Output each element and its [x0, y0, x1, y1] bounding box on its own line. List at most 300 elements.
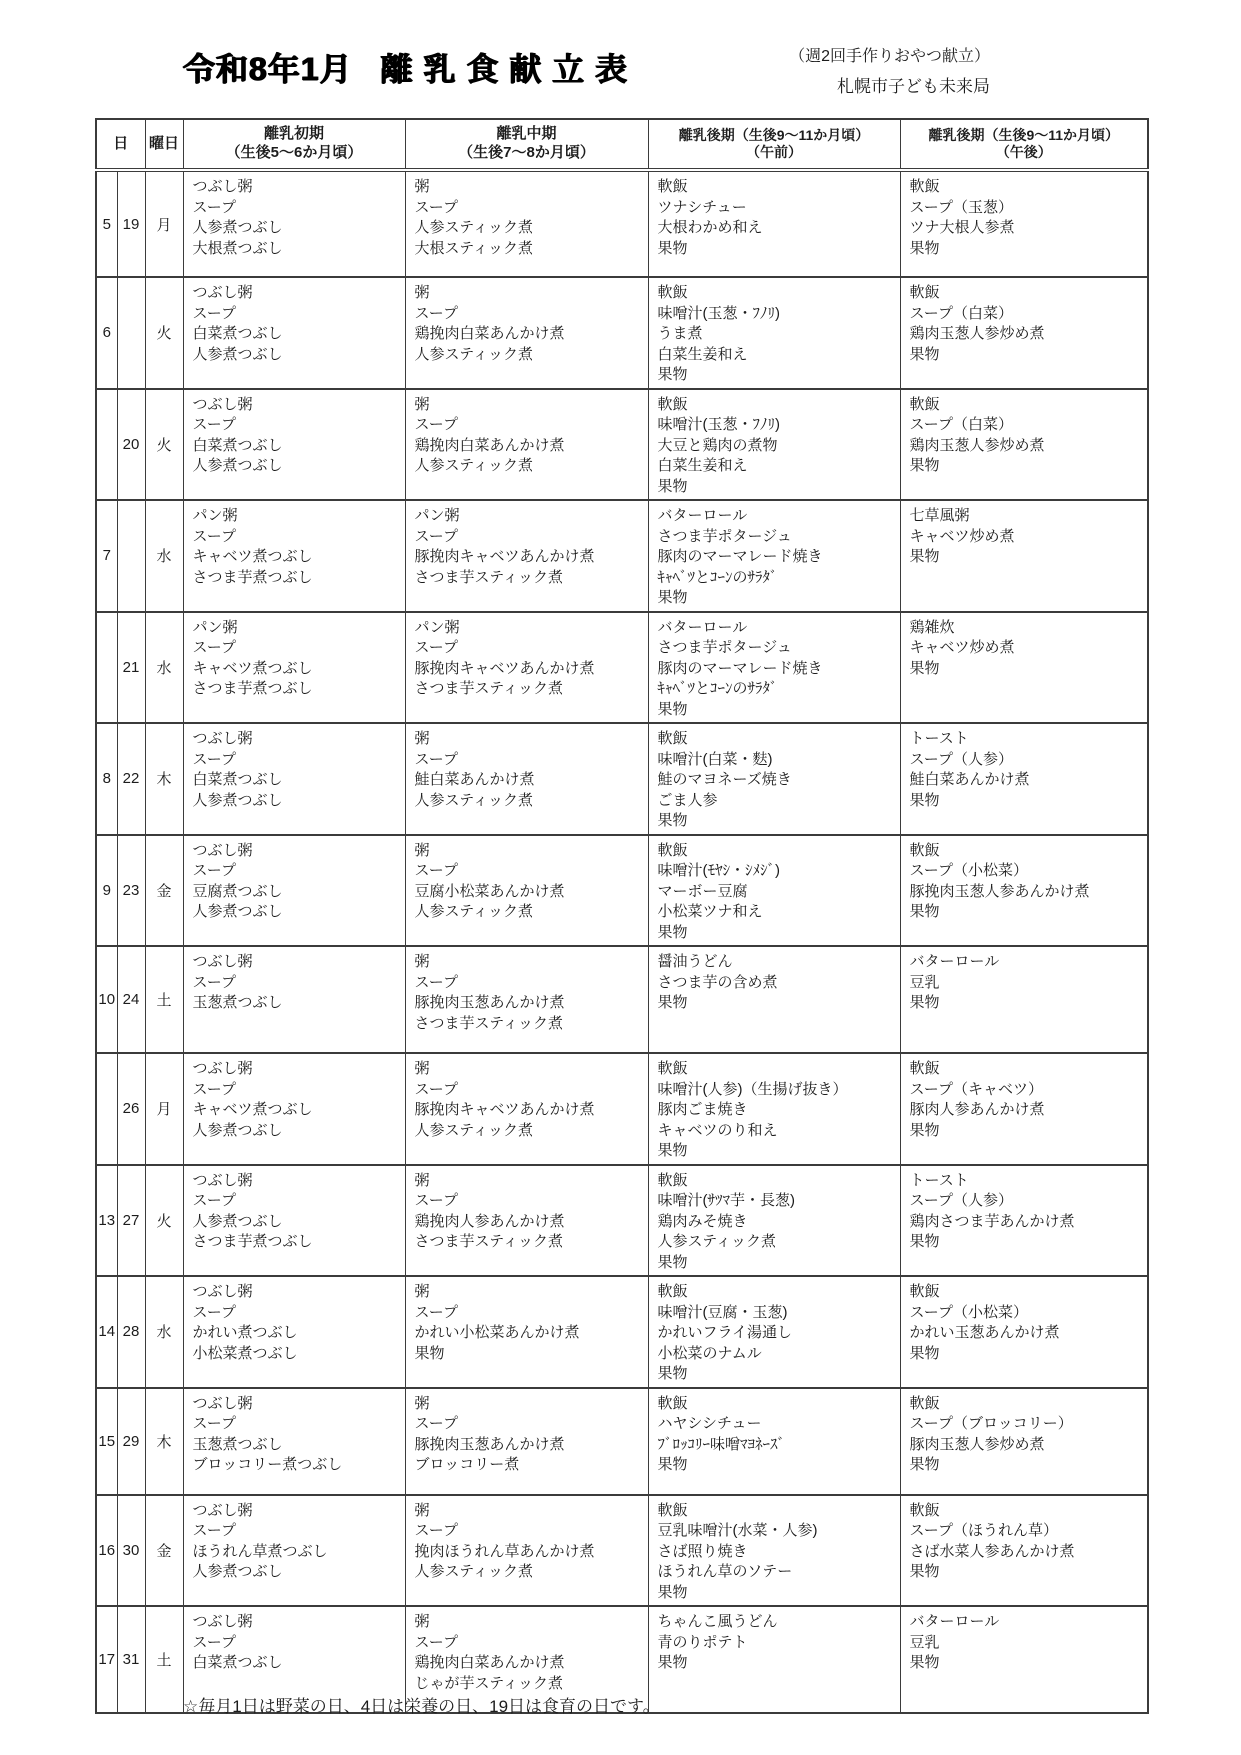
- menu-item: 軟飯: [909, 395, 940, 413]
- menu-item: 人参煮つぶし: [192, 1121, 283, 1139]
- menu-item: かれいフライ湯通し: [657, 1324, 793, 1341]
- menu-item: 小松菜ツナ和え: [657, 903, 763, 920]
- cell-date-second: 21: [117, 612, 145, 724]
- menu-item: 粥: [414, 1283, 430, 1300]
- menu-item: つぶし粥: [192, 1394, 253, 1412]
- menu-item: 鶏肉みそ焼き: [657, 1212, 748, 1230]
- cell-date-first: 10: [96, 946, 117, 1053]
- menu-item: 粥: [414, 178, 430, 195]
- menu-item: 青のりポテト: [657, 1633, 748, 1651]
- cell-menu-initial: [183, 170, 405, 277]
- menu-item: 軟飯: [657, 395, 688, 413]
- menu-item: つぶし粥: [192, 284, 253, 301]
- menu-item: つぶし粥: [192, 1171, 253, 1189]
- menu-item: キャベツ炒め煮: [909, 639, 1015, 656]
- menu-item: つぶし粥: [192, 1613, 253, 1630]
- menu-item: スープ（人参）: [909, 1192, 1014, 1209]
- cell-menu-late-am: [648, 1606, 900, 1713]
- menu-item: 軟飯: [909, 284, 940, 301]
- menu-item: さば照り焼き: [657, 1542, 748, 1560]
- header-late-stage-pm-title: 離乳後期（生後9～11か月頃）: [928, 126, 1120, 143]
- menu-item: 軟飯: [657, 178, 688, 195]
- menu-item: トースト: [909, 1171, 969, 1189]
- cell-date-first: 9: [96, 835, 117, 947]
- menu-row: [96, 946, 1148, 1053]
- header-late-stage-pm-sub: （午後）: [995, 144, 1052, 160]
- header-late-stage-am-title: 離乳後期（生後9～11か月頃）: [678, 126, 870, 143]
- menu-item: さつま芋スティック煮: [414, 568, 564, 586]
- menu-item: スープ: [414, 1192, 459, 1209]
- cell-date-second: 27: [117, 1165, 145, 1277]
- cell-menu-middle: [405, 612, 648, 724]
- menu-item: スープ: [192, 1303, 237, 1321]
- menu-item: 豆乳: [909, 973, 940, 991]
- cell-menu-late-pm: [900, 1606, 1148, 1713]
- menu-item: 軟飯: [657, 730, 688, 747]
- menu-item: 鮭のマヨネーズ焼き: [657, 771, 792, 788]
- menu-item: 豚肉のマーマレード焼き: [657, 548, 823, 565]
- cell-menu-initial: [183, 1165, 405, 1277]
- menu-table-header-row: [96, 119, 1148, 170]
- menu-item: 豚肉玉葱人参炒め煮: [909, 1435, 1045, 1453]
- snack-note: （週2回手作りおやつ献立）: [789, 48, 990, 65]
- menu-item: 果物: [657, 1456, 688, 1473]
- menu-item: キャベツ炒め煮: [909, 527, 1015, 545]
- menu-item: 果物: [657, 589, 688, 606]
- cell-date-second: 20: [117, 389, 145, 501]
- menu-item: 味噌汁(玉葱・ﾌﾉﾘ): [657, 304, 780, 322]
- cell-date-first: [96, 1053, 117, 1165]
- menu-item: 粥: [414, 1613, 430, 1630]
- menu-item: かれい小松菜あんかけ煮: [414, 1324, 580, 1341]
- menu-item: スープ: [192, 639, 237, 656]
- page-title-main: 離 乳 食 献 立 表: [380, 51, 629, 87]
- menu-item: つぶし粥: [192, 1501, 253, 1519]
- menu-item: パン粥: [414, 507, 460, 524]
- menu-item: じゃが芋スティック煮: [414, 1674, 564, 1692]
- menu-item: 豚挽肉キャベツあんかけ煮: [414, 659, 595, 677]
- menu-row: [96, 389, 1148, 501]
- cell-date-second: 19: [117, 170, 145, 277]
- menu-item: 醤油うどん: [657, 953, 733, 970]
- menu-item: 果物: [657, 923, 688, 941]
- menu-row: [96, 723, 1148, 835]
- cell-menu-initial: [183, 1276, 405, 1388]
- cell-weekday: 水: [145, 612, 183, 724]
- cell-weekday: 火: [145, 277, 183, 389]
- menu-item: 果物: [909, 1563, 940, 1580]
- menu-item: スープ: [192, 527, 237, 545]
- menu-item: 果物: [909, 548, 940, 565]
- menu-item: ｷｬﾍﾞﾂとｺｰﾝのｻﾗﾀﾞ: [657, 680, 778, 697]
- menu-item: 豚挽肉キャベツあんかけ煮: [414, 1101, 595, 1118]
- cell-date-second: [117, 500, 145, 612]
- menu-item: ブロッコリー煮つぶし: [192, 1456, 343, 1473]
- menu-item: 軟飯: [657, 1171, 688, 1189]
- menu-item: 果物: [657, 1654, 688, 1671]
- cell-menu-late-pm: [900, 723, 1148, 835]
- menu-item: 豚挽肉キャベツあんかけ煮: [414, 548, 595, 565]
- menu-item: 豚挽肉玉葱あんかけ煮: [414, 994, 565, 1011]
- header-middle-stage: [405, 119, 648, 170]
- menu-item: 鶏挽肉白菜あんかけ煮: [414, 1654, 565, 1671]
- menu-item: 人参スティック煮: [414, 791, 534, 809]
- menu-item: スープ（白菜）: [909, 304, 1014, 322]
- menu-item: 味噌汁(ﾓﾔｼ・ｼﾒｼﾞ): [657, 862, 780, 879]
- cell-weekday: 金: [145, 835, 183, 947]
- menu-item: 果物: [909, 1233, 940, 1250]
- menu-item: スープ（玉葱）: [909, 198, 1014, 216]
- menu-item: 人参煮つぶし: [192, 1563, 283, 1580]
- cell-weekday: 木: [145, 1388, 183, 1495]
- cell-menu-late-pm: [900, 1053, 1148, 1165]
- cell-date-first: 17: [96, 1606, 117, 1713]
- menu-item: 大根わかめ和え: [657, 219, 763, 236]
- menu-item: スープ: [414, 1080, 459, 1098]
- menu-item: スープ: [192, 750, 237, 768]
- menu-item: 白菜煮つぶし: [192, 325, 283, 342]
- menu-item: 軟飯: [909, 178, 940, 195]
- menu-item: スープ: [192, 1192, 237, 1209]
- menu-item: 軟飯: [909, 1501, 940, 1519]
- cell-date-second: [117, 277, 145, 389]
- menu-item: 軟飯: [909, 1060, 940, 1077]
- menu-item: トースト: [909, 730, 969, 747]
- cell-menu-late-pm: [900, 389, 1148, 501]
- cell-date-second: 26: [117, 1053, 145, 1165]
- cell-date-first: 14: [96, 1276, 117, 1388]
- cell-menu-initial: [183, 1495, 405, 1607]
- cell-menu-late-am: [648, 1495, 900, 1607]
- menu-item: ほうれん草のソテー: [657, 1563, 793, 1580]
- menu-item: 豚肉のマーマレード焼き: [657, 659, 823, 677]
- cell-menu-middle: [405, 1388, 648, 1495]
- menu-item: 白菜生姜和え: [657, 457, 748, 474]
- menu-item: 白菜生姜和え: [657, 345, 748, 363]
- cell-menu-middle: [405, 389, 648, 501]
- menu-item: さつま芋煮つぶし: [192, 1233, 313, 1250]
- menu-item: バターロール: [909, 953, 1000, 970]
- menu-item: 味噌汁(玉葱・ﾌﾉﾘ): [657, 416, 780, 433]
- menu-item: スープ: [192, 198, 237, 216]
- menu-item: 軟飯: [657, 1394, 688, 1412]
- cell-date-first: 7: [96, 500, 117, 612]
- menu-item: 人参煮つぶし: [192, 903, 283, 920]
- menu-item: 白菜煮つぶし: [192, 1654, 283, 1671]
- menu-item: スープ: [192, 1633, 237, 1651]
- menu-item: つぶし粥: [192, 730, 253, 747]
- menu-item: ちゃんこ風うどん: [657, 1613, 778, 1630]
- menu-item: つぶし粥: [192, 395, 253, 413]
- menu-item: 白菜煮つぶし: [192, 771, 283, 788]
- menu-item: キャベツのり和え: [657, 1121, 778, 1139]
- cell-weekday: 土: [145, 946, 183, 1053]
- menu-item: ごま人参: [657, 791, 718, 809]
- menu-item: さつま芋ポタージュ: [657, 527, 792, 545]
- menu-item: バターロール: [657, 618, 748, 636]
- menu-table: [95, 118, 1149, 1714]
- menu-row: [96, 1495, 1148, 1607]
- menu-item: つぶし粥: [192, 1283, 253, 1300]
- cell-menu-middle: [405, 277, 648, 389]
- cell-menu-late-am: [648, 835, 900, 947]
- menu-item: 粥: [414, 1394, 430, 1412]
- menu-item: 果物: [909, 1121, 940, 1139]
- menu-item: スープ: [192, 416, 237, 433]
- cell-weekday: 火: [145, 389, 183, 501]
- cell-date-second: 24: [117, 946, 145, 1053]
- cell-menu-middle: [405, 170, 648, 277]
- cell-menu-initial: [183, 723, 405, 835]
- cell-date-first: 8: [96, 723, 117, 835]
- menu-item: かれい煮つぶし: [192, 1324, 298, 1341]
- menu-item: 軟飯: [657, 1060, 688, 1077]
- cell-menu-late-pm: [900, 835, 1148, 947]
- menu-item: 果物: [657, 994, 688, 1011]
- cell-menu-initial: [183, 500, 405, 612]
- menu-item: 鶏挽肉白菜あんかけ煮: [414, 436, 565, 454]
- cell-weekday: 月: [145, 1053, 183, 1165]
- menu-item: 人参煮つぶし: [192, 1212, 283, 1230]
- cell-menu-late-am: [648, 946, 900, 1053]
- menu-item: 人参スティック煮: [657, 1233, 777, 1250]
- menu-item: 白菜煮つぶし: [192, 436, 283, 454]
- menu-table-body: [96, 170, 1148, 1713]
- menu-item: 鶏挽肉白菜あんかけ煮: [414, 325, 565, 342]
- menu-item: 大豆と鶏肉の煮物: [657, 436, 778, 454]
- menu-item: キャベツ煮つぶし: [192, 1101, 313, 1118]
- menu-item: パン粥: [414, 618, 460, 636]
- cell-menu-late-pm: [900, 1388, 1148, 1495]
- menu-row: [96, 1053, 1148, 1165]
- cell-menu-initial: [183, 277, 405, 389]
- menu-item: 果物: [909, 1456, 940, 1473]
- header-weekday: 曜日: [145, 119, 183, 170]
- menu-item: 粥: [414, 395, 430, 413]
- header-initial-stage-sub: （生後5～6か月頃）: [225, 144, 363, 161]
- cell-menu-initial: [183, 946, 405, 1053]
- menu-item: スープ: [414, 198, 459, 216]
- cell-menu-late-pm: [900, 1495, 1148, 1607]
- cell-menu-late-am: [648, 1388, 900, 1495]
- menu-item: さつま芋煮つぶし: [192, 568, 313, 586]
- menu-item: スープ（キャベツ）: [909, 1080, 1044, 1098]
- cell-menu-late-pm: [900, 1276, 1148, 1388]
- menu-item: 果物: [909, 239, 940, 257]
- menu-item: さつま芋ポタージュ: [657, 639, 792, 656]
- menu-item: 軟飯: [909, 1283, 940, 1300]
- menu-item: 七草風粥: [909, 507, 970, 524]
- menu-item: パン粥: [192, 507, 238, 524]
- menu-item: スープ（ほうれん草）: [909, 1522, 1059, 1539]
- menu-item: 粥: [414, 841, 430, 859]
- menu-item: スープ: [414, 1633, 459, 1651]
- menu-item: 小松菜煮つぶし: [192, 1344, 298, 1362]
- footer-note: ☆毎月1日は野菜の日、4日は栄養の日、19日は食育の日です。: [183, 1697, 660, 1716]
- cell-weekday: 水: [145, 1276, 183, 1388]
- menu-item: 人参煮つぶし: [192, 457, 283, 474]
- menu-item: 人参煮つぶし: [192, 345, 283, 363]
- menu-item: つぶし粥: [192, 841, 253, 859]
- cell-date-first: [96, 612, 117, 724]
- header-late-stage-am-sub: （午前）: [746, 144, 802, 160]
- menu-item: 豆腐煮つぶし: [192, 882, 283, 900]
- header-middle-stage-title: 離乳中期: [496, 125, 557, 143]
- menu-item: スープ: [414, 973, 459, 991]
- menu-item: スープ: [414, 639, 459, 656]
- cell-menu-late-pm: [900, 500, 1148, 612]
- header-initial-stage: [183, 119, 405, 170]
- menu-item: キャベツ煮つぶし: [192, 659, 313, 677]
- menu-item: バターロール: [657, 507, 748, 524]
- cell-menu-late-am: [648, 500, 900, 612]
- menu-item: 軟飯: [909, 841, 940, 859]
- cell-weekday: 金: [145, 1495, 183, 1607]
- menu-item: 人参スティック煮: [414, 1121, 534, 1139]
- header-middle-stage-sub: （生後7～8か月頃）: [458, 144, 595, 161]
- cell-menu-initial: [183, 389, 405, 501]
- menu-item: スープ（小松菜）: [909, 862, 1029, 879]
- menu-item: 味噌汁(豆腐・玉葱): [657, 1303, 788, 1321]
- menu-item: かれい玉葱あんかけ煮: [909, 1324, 1060, 1341]
- menu-item: ｷｬﾍﾞﾂとｺｰﾝのｻﾗﾀﾞ: [657, 568, 778, 586]
- menu-item: スープ（小松菜）: [909, 1303, 1029, 1321]
- menu-item: 粥: [414, 953, 430, 970]
- cell-weekday: 土: [145, 1606, 183, 1713]
- page-title: [183, 44, 628, 90]
- cell-weekday: 火: [145, 1165, 183, 1277]
- cell-menu-middle: [405, 1276, 648, 1388]
- menu-item: 鶏肉さつま芋あんかけ煮: [909, 1212, 1075, 1230]
- menu-item: つぶし粥: [192, 1060, 253, 1077]
- cell-weekday: 月: [145, 170, 183, 277]
- menu-item: スープ: [192, 862, 237, 879]
- cell-date-first: 16: [96, 1495, 117, 1607]
- menu-item: 軟飯: [909, 1394, 940, 1412]
- menu-item: ツナ大根人参煮: [909, 219, 1015, 236]
- menu-item: 果物: [909, 903, 940, 920]
- menu-item: スープ: [414, 304, 459, 322]
- organization-name: 札幌市子ども未来局: [837, 76, 990, 96]
- cell-date-first: [96, 389, 117, 501]
- cell-date-second: 23: [117, 835, 145, 947]
- menu-item: 果物: [657, 239, 688, 257]
- menu-item: 果物: [657, 812, 688, 829]
- menu-item: 果物: [657, 1253, 688, 1271]
- menu-item: ハヤシシチュー: [657, 1415, 762, 1432]
- menu-item: 人参スティック煮: [414, 457, 534, 474]
- menu-row: [96, 1388, 1148, 1495]
- menu-item: 豆乳: [909, 1633, 940, 1651]
- cell-menu-late-am: [648, 1276, 900, 1388]
- menu-item: スープ（ブロッコリー）: [909, 1415, 1073, 1432]
- menu-item: マーボー豆腐: [657, 882, 748, 900]
- menu-item: パン粥: [192, 618, 238, 636]
- cell-menu-middle: [405, 723, 648, 835]
- menu-item: 鶏挽肉人参あんかけ煮: [414, 1212, 565, 1230]
- menu-item: 果物: [909, 457, 940, 474]
- cell-menu-middle: [405, 946, 648, 1053]
- menu-item: 軟飯: [657, 284, 688, 301]
- cell-menu-middle: [405, 1165, 648, 1277]
- menu-item: スープ: [414, 1303, 459, 1321]
- menu-item: バターロール: [909, 1613, 1000, 1630]
- menu-row: [96, 612, 1148, 724]
- cell-menu-initial: [183, 1053, 405, 1165]
- menu-item: 人参煮つぶし: [192, 219, 283, 236]
- cell-date-first: 6: [96, 277, 117, 389]
- menu-row: [96, 170, 1148, 277]
- menu-item: 豆腐小松菜あんかけ煮: [414, 882, 565, 900]
- menu-item: 果物: [909, 1654, 940, 1671]
- menu-row: [96, 277, 1148, 389]
- menu-item: スープ: [414, 527, 459, 545]
- menu-row: [96, 1276, 1148, 1388]
- menu-item: 粥: [414, 1171, 430, 1189]
- cell-date-first: 13: [96, 1165, 117, 1277]
- menu-item: さつま芋煮つぶし: [192, 680, 313, 697]
- cell-menu-late-pm: [900, 612, 1148, 724]
- menu-item: 挽肉ほうれん草あんかけ煮: [414, 1542, 595, 1560]
- cell-date-second: 31: [117, 1606, 145, 1713]
- cell-menu-late-am: [648, 1165, 900, 1277]
- cell-menu-late-am: [648, 1053, 900, 1165]
- menu-item: 鮭白菜あんかけ煮: [414, 771, 535, 788]
- cell-date-first: 15: [96, 1388, 117, 1495]
- cell-menu-late-pm: [900, 1165, 1148, 1277]
- menu-item: 味噌汁(人参)（生揚げ抜き）: [657, 1080, 848, 1098]
- menu-item: さば水菜人参あんかけ煮: [909, 1542, 1075, 1560]
- menu-item: 人参スティック煮: [414, 345, 534, 363]
- menu-item: スープ: [414, 750, 459, 768]
- menu-item: 軟飯: [657, 841, 688, 859]
- menu-item: つぶし粥: [192, 178, 253, 195]
- cell-date-second: 29: [117, 1388, 145, 1495]
- menu-item: スープ: [414, 862, 459, 879]
- menu-item: 果物: [909, 345, 940, 363]
- cell-date-second: 28: [117, 1276, 145, 1388]
- menu-item: 人参スティック煮: [414, 903, 534, 920]
- menu-item: 豚肉人参あんかけ煮: [909, 1101, 1045, 1118]
- menu-item: 味噌汁(白菜・麩): [657, 750, 773, 768]
- menu-item: 果物: [414, 1344, 445, 1362]
- cell-menu-middle: [405, 835, 648, 947]
- cell-menu-late-am: [648, 723, 900, 835]
- menu-item: ブロッコリー煮: [414, 1456, 520, 1473]
- page-title-era: 令和8年1月: [183, 51, 353, 87]
- menu-item: 大根煮つぶし: [192, 239, 283, 257]
- menu-item: 鶏肉玉葱人参炒め煮: [909, 436, 1045, 454]
- menu-item: スープ: [414, 416, 459, 433]
- menu-item: ツナシチュー: [657, 198, 747, 216]
- menu-item: 果物: [909, 659, 940, 677]
- header-date: 日: [96, 119, 145, 170]
- cell-menu-initial: [183, 835, 405, 947]
- header-late-stage-pm: [900, 119, 1148, 170]
- menu-item: 豚挽肉玉葱あんかけ煮: [414, 1435, 565, 1453]
- menu-row: [96, 500, 1148, 612]
- menu-item: さつま芋スティック煮: [414, 1014, 564, 1032]
- menu-item: 果物: [909, 791, 940, 809]
- menu-item: 人参煮つぶし: [192, 791, 283, 809]
- menu-item: 果物: [657, 366, 688, 383]
- menu-item: スープ: [192, 304, 237, 322]
- menu-item: 果物: [657, 1365, 688, 1382]
- menu-item: スープ: [192, 1415, 237, 1432]
- menu-row: [96, 835, 1148, 947]
- menu-item: 果物: [657, 1583, 688, 1601]
- menu-item: スープ: [192, 973, 237, 991]
